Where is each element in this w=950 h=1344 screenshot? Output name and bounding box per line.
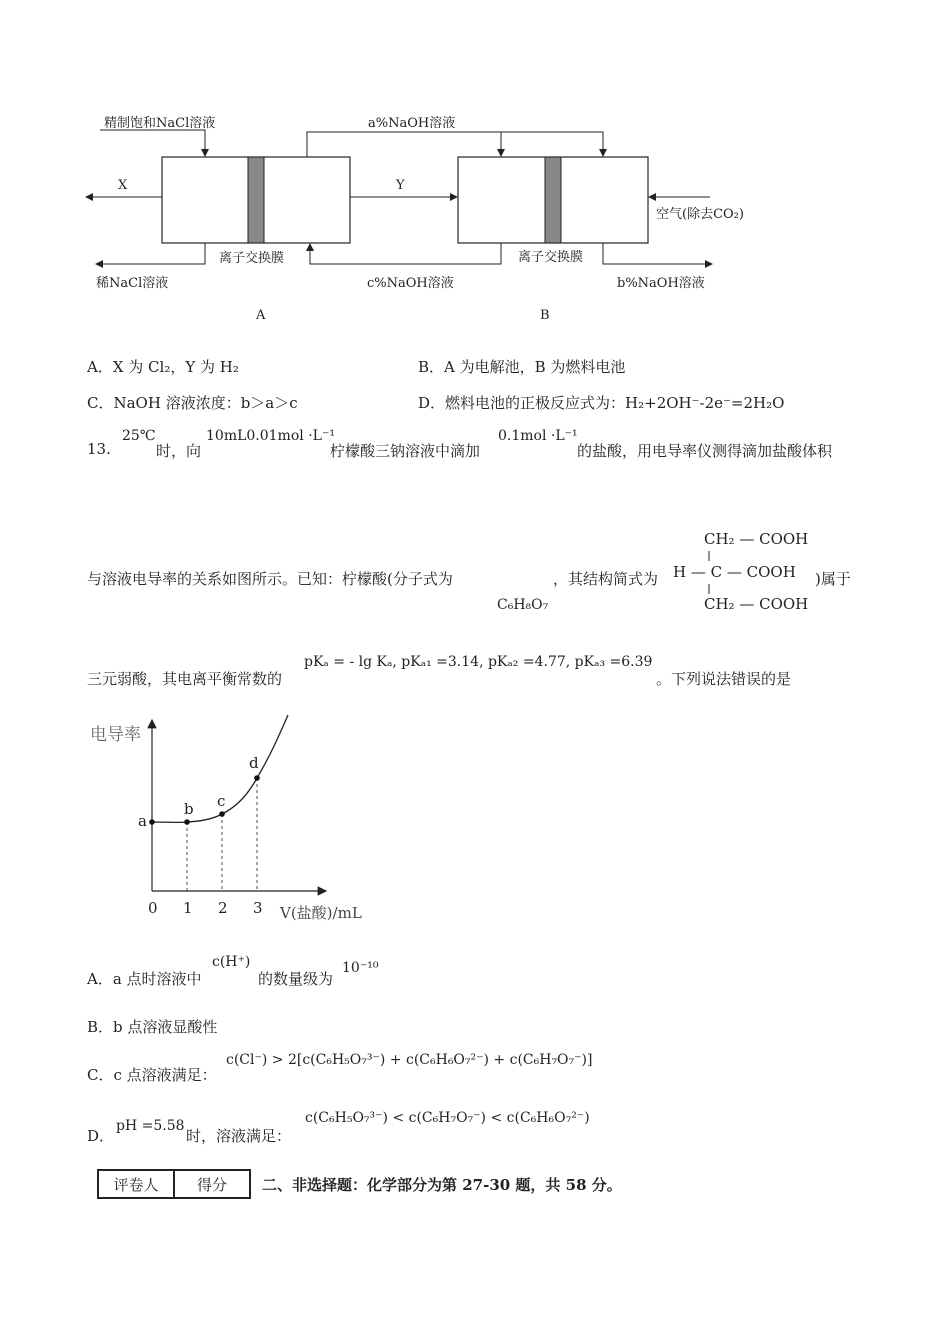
chart-ylabel: 电导率 xyxy=(90,725,141,745)
q13-option-a-text2: 的数量级为 xyxy=(258,970,334,988)
caption-b: B xyxy=(540,308,550,323)
q13-option-d-expr: c(C₆H₅O₇³⁻) < c(C₆H₇O₇⁻) < c(C₆H₆O₇²⁻) xyxy=(305,1110,590,1126)
struct-bonds xyxy=(700,548,720,598)
label-inlet-nacl: 精制饱和NaCl溶液 xyxy=(104,116,216,131)
c-naoh-arrow xyxy=(310,243,501,264)
q12-option-c: C．NaOH 溶液浓度：b＞a＞c xyxy=(87,394,298,412)
struct-row1: CH₂ — COOH xyxy=(704,530,809,548)
q13-text3: 的盐酸，用电导率仪测得滴加盐酸体积 xyxy=(577,442,833,460)
q12-option-d: D．燃料电池的正极反应式为：H₂+2OH⁻-2e⁻=2H₂O xyxy=(418,394,785,412)
label-c-naoh: c%NaOH溶液 xyxy=(367,276,454,291)
q13-line2b: ，其结构简式为 xyxy=(553,570,659,588)
q13-conc1: 10mL0.01mol ·L⁻¹ xyxy=(206,428,335,444)
label-b-naoh: b%NaOH溶液 xyxy=(617,276,705,291)
q12-option-a: A．X 为 Cl₂，Y 为 H₂ xyxy=(87,358,239,376)
caption-a: A xyxy=(256,308,266,323)
nacl-inlet-arrow xyxy=(100,130,205,156)
label-membrane-b: 离子交换膜 xyxy=(518,250,584,265)
label-top-naoh: a%NaOH溶液 xyxy=(368,116,456,131)
q13-option-a-expr: c(H⁺) xyxy=(212,954,251,970)
conductivity-chart xyxy=(80,710,400,930)
pka-expression: pKₐ = - lg Kₐ, pKₐ₁ =3.14, pKₐ₂ =4.77, pKₐ₃ =6.39 xyxy=(304,654,653,670)
x-tick-label-3: 3 xyxy=(253,899,263,917)
point-label-a: a xyxy=(138,812,147,830)
label-x: X xyxy=(118,178,128,193)
q13-temp: 25℃ xyxy=(122,428,156,444)
q12-option-b: B．A 为电解池，B 为燃料电池 xyxy=(418,358,626,376)
q13-option-c-expr: c(Cl⁻) > 2[c(C₆H₅O₇³⁻) + c(C₆H₆O₇²⁻) + c(C₆H₇O₇⁻)] xyxy=(226,1052,593,1068)
q13-option-a-val: 10⁻¹⁰ xyxy=(342,960,379,976)
q13-option-b: B．b 点溶液显酸性 xyxy=(87,1018,218,1036)
struct-row3: CH₂ — COOH xyxy=(704,595,809,613)
q13-text1: 时，向 xyxy=(156,442,202,460)
q13-conc2: 0.1mol ·L⁻¹ xyxy=(498,428,578,444)
point-b xyxy=(184,819,190,825)
top-naoh-line xyxy=(307,132,603,157)
membrane-a xyxy=(248,157,264,243)
x-tick-label-1: 1 xyxy=(183,899,193,917)
q13-option-c-text: C．c 点溶液满足： xyxy=(87,1066,217,1084)
struct-row2: H — C — COOH xyxy=(673,563,796,581)
q13-line3b: 。下列说法错误的是 xyxy=(656,670,792,688)
q13-option-d-text: 时，溶液满足： xyxy=(186,1127,292,1145)
label-y: Y xyxy=(396,178,405,193)
electrochem-diagram xyxy=(0,100,950,330)
label-dilute-nacl: 稀NaCl溶液 xyxy=(96,276,169,291)
q13-option-d-ph: pH =5.58 xyxy=(116,1118,185,1134)
b-naoh-arrow xyxy=(603,243,712,264)
point-a xyxy=(149,819,155,825)
point-d xyxy=(254,775,260,781)
membrane-b xyxy=(545,157,561,243)
chart-xlabel: V(盐酸)/mL xyxy=(280,904,362,922)
point-c xyxy=(219,811,225,817)
section-title: 二、非选择题：化学部分为第 27-30 题，共 58 分。 xyxy=(262,1176,622,1194)
q13-text2: 柠檬酸三钠溶液中滴加 xyxy=(330,442,481,460)
citric-formula: C₆H₈O₇ xyxy=(497,597,549,613)
x-tick-label-0: 0 xyxy=(148,899,158,917)
reviewer-cell: 评卷人 xyxy=(98,1170,174,1198)
q13-line2a: 与溶液电导率的关系如图所示。已知：柠檬酸(分子式为 xyxy=(87,570,453,588)
dilute-nacl-arrow xyxy=(96,243,205,264)
q13-option-d-label: D． xyxy=(87,1127,115,1145)
point-label-c: c xyxy=(217,792,226,810)
label-air: 空气(除去CO₂) xyxy=(656,207,744,222)
label-membrane-a: 离子交换膜 xyxy=(219,251,285,266)
score-cell: 得分 xyxy=(174,1170,250,1198)
point-label-d: d xyxy=(249,754,259,772)
q13-option-a-text1: A．a 点时溶液中 xyxy=(87,970,202,988)
score-box xyxy=(97,1169,251,1199)
q13-number: 13. xyxy=(87,440,111,458)
q13-line2c: )属于 xyxy=(815,570,851,588)
x-tick-label-2: 2 xyxy=(218,899,228,917)
q13-line3a: 三元弱酸，其电离平衡常数的 xyxy=(87,670,283,688)
point-label-b: b xyxy=(184,800,194,818)
